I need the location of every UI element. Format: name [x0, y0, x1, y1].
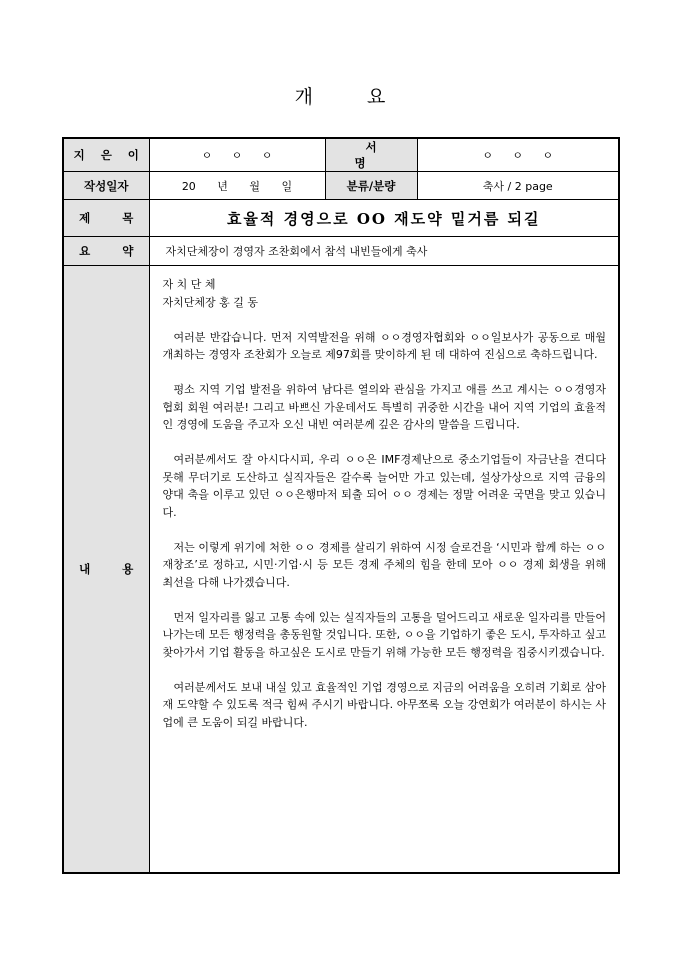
content-label: 내 용: [63, 266, 149, 874]
paragraph: 저는 이렇게 위기에 처한 ㅇㅇ 경제를 살리기 위하여 시정 슬로건을 ‘시민과 함께 하는 ㅇㅇ 재창조’로 정하고, 시민·기업·시 등 모든 경제 주체의 힘을 한데 모아 ㅇㅇ 경제 회생을 위해 최선을 다해 나가겠습니다.: [162, 540, 606, 589]
signature-label: 서 명: [325, 138, 417, 172]
summary-label: 요 약: [63, 237, 149, 266]
author-value: ㅇ ㅇ ㅇ: [149, 138, 325, 172]
signature-value: ㅇ ㅇ ㅇ: [417, 138, 619, 172]
paragraph: 여러분께서도 잘 아시다시피, 우리 ㅇㅇ은 IMF경제난으로 중소기업들이 자금난을 견디다 못해 무더기로 도산하고 실직자들은 갈수록 늘어만 가고 있는데, 설상가상으로 지역 금융의 양대 축을 이루고 있던 ㅇㅇ은행마저 퇴출 되어 ㅇㅇ 경제는 정말 어려운 국면을 맞고 있습니다.: [162, 453, 606, 519]
category-value: 축사 / 2 page: [417, 172, 619, 200]
subject-row: [63, 200, 619, 237]
paragraph: 먼저 일자리를 잃고 고통 속에 있는 실직자들의 고통을 덜어드리고 새로운 일자리를 만들어 나가는데 모든 행정력을 총동원할 것입니다. 또한, ㅇㅇ을 기업하기 좋은 도시, 투자하고 싶고 찾아가서 기업 활동을 하고싶은 도시로 만들기 위해 가능한 모든 행정력을 집중시키겠습니다.: [162, 610, 606, 659]
content-row: [63, 266, 619, 874]
category-label: 분류/분량: [325, 172, 417, 200]
author-label: 지 은 이: [63, 138, 149, 172]
date-value: 20 년 월 일: [149, 172, 325, 200]
paragraph: 여러분께서도 보내 내실 있고 효율적인 기업 경영으로 지금의 어려움을 오히려 기회로 삼아 재 도약할 수 있도록 적극 힘써 주시기 바랍니다. 아무쪼록 오늘 강연회가 여러분이 하시는 사업에 큰 도움이 되길 바랍니다.: [162, 680, 606, 729]
summary-form-table: [62, 137, 620, 874]
date-row: [63, 172, 619, 200]
paragraph: 평소 지역 기업 발전을 위하여 남다른 열의와 관심을 가지고 애를 쓰고 계시는 ㅇㅇ경영자협회 회원 여러분! 그리고 바쁘신 가운데서도 특별히 귀중한 시간을 내어 지역 기업의 효율적인 경영에 도움을 주고자 오신 내빈 여러분께 깊은 감사의 말씀을 드립니다.: [162, 383, 606, 431]
speaker-name: 자치단체장 홍 길 동: [162, 295, 258, 309]
subject-label: 제 목: [63, 200, 149, 237]
summary-row: [63, 237, 619, 266]
speaker-org: 자 치 단 체: [162, 278, 216, 291]
date-label: 작성일자: [63, 172, 149, 200]
summary-value: 자치단체장이 경영자 조찬회에서 참석 내빈들에게 축사: [149, 237, 619, 266]
subject-value: 효율적 경영으로 OO 재도약 밑거름 되길: [149, 200, 619, 237]
paragraph: 여러분 반갑습니다. 먼저 지역발전을 위해 ㅇㅇ경영자협회와 ㅇㅇ일보사가 공동으로 매월 개최하는 경영자 조찬회가 오늘로 제97회를 맞이하게 된 데 대하여 진심으로 축하드립니다.: [162, 330, 606, 361]
page-title: 개 요: [294, 86, 410, 108]
author-row: [63, 138, 619, 172]
content-body: [149, 266, 619, 874]
